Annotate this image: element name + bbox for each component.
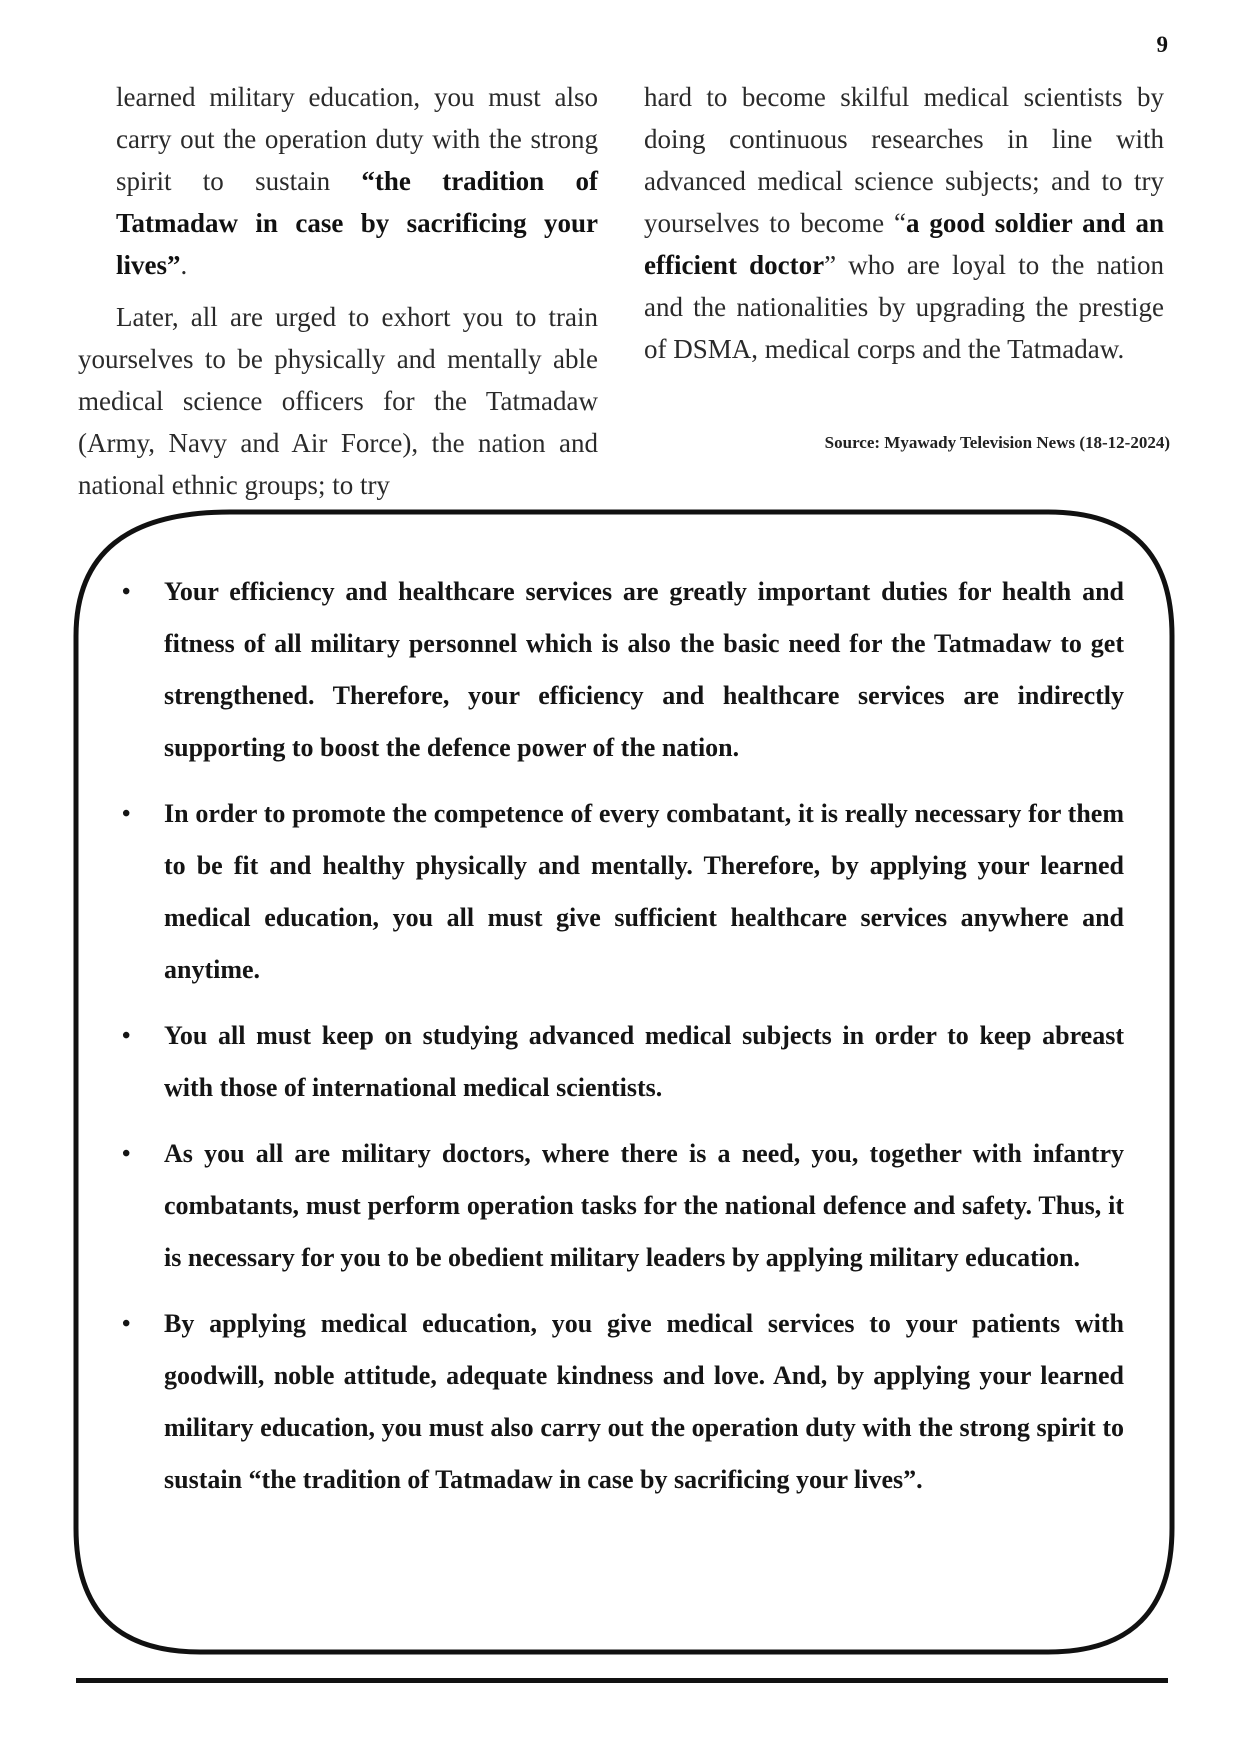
right-paragraph xyxy=(644,76,1164,370)
bullet-item-3 xyxy=(122,1010,1124,1114)
bullet-item-1 xyxy=(122,566,1124,774)
right-paragraph-text-b: ” who are loyal to the nation and the nationalities by upgrading the prestige of DSMA, medical corps and the Tatmadaw. xyxy=(644,250,1165,364)
bullet-text-2: In order to promote the competence of every combatant, it is really necessary for them to be fit and healthy physically and mentally. Therefore, by applying your learned medical education, you all must give sufficient healthcare services anywhere and anytime. xyxy=(164,799,1124,984)
left-paragraph-1-end: . xyxy=(180,250,188,280)
bullet-item-2 xyxy=(122,788,1124,996)
bullet-text-4: As you all are military doctors, where there is a need, you, together with infantry combatants, must perform operation tasks for the national defence and safety. Thus, it is necessary for you to be obedient military leaders by applying military education. xyxy=(164,1139,1124,1272)
page-number: 9 xyxy=(1156,32,1168,57)
bullet-item-5 xyxy=(122,1298,1124,1506)
bullet-text-1: Your efficiency and healthcare services are greatly important duties for health and fitness of all military personnel which is also the basic need for the Tatmadaw to get strengthened. Therefore, your efficiency and healthcare services are indirectly supporting to boost the defence power of the nation. xyxy=(164,577,1124,762)
bullet-text-5: By applying medical education, you give medical services to your patients with goodwill, noble attitude, adequate kindness and love. And, by applying your learned military education, you must also carry out the operation duty with the strong spirit to sustain “the tradition of Tatmadaw in case by sacrificing your lives”. xyxy=(164,1309,1124,1494)
bullet-dot-icon: • xyxy=(122,1311,131,1337)
bullet-dot-icon: • xyxy=(122,579,131,605)
bullet-text-3: You all must keep on studying advanced medical subjects in order to keep abreast with those of international medical scientists. xyxy=(164,1021,1124,1102)
right-paragraph-bold: a good soldier and an efficient doctor xyxy=(644,208,1164,280)
bullet-dot-icon: • xyxy=(122,1141,131,1167)
source-citation: Source: Myawady Television News (18-12-2024) xyxy=(824,433,1170,452)
left-paragraph-1-bold: “the tradition of Tatmadaw in case by sacrificing your lives” xyxy=(116,166,598,280)
right-paragraph-text-a: hard to become skilful medical scientists by doing continuous researches in line with advanced medical science subjects; and to try yourselves to become “ xyxy=(644,82,1164,238)
bullet-item-4 xyxy=(122,1128,1124,1284)
left-paragraph-2: Later, all are urged to exhort you to train yourselves to be physically and mentally able medical science officers for the Tatmadaw (Army, Navy and Air Force), the nation and national ethnic groups; to try xyxy=(78,302,598,500)
bullet-dot-icon: • xyxy=(122,801,131,827)
left-paragraph-1 xyxy=(78,76,598,286)
left-paragraph-1-text: learned military education, you must also carry out the operation duty with the strong spirit to sustain xyxy=(116,82,598,196)
bullet-list xyxy=(122,566,1124,1520)
right-column xyxy=(644,76,1164,370)
bullet-dot-icon: • xyxy=(122,1023,131,1049)
left-column xyxy=(78,76,598,506)
footer-rule xyxy=(76,1678,1168,1683)
